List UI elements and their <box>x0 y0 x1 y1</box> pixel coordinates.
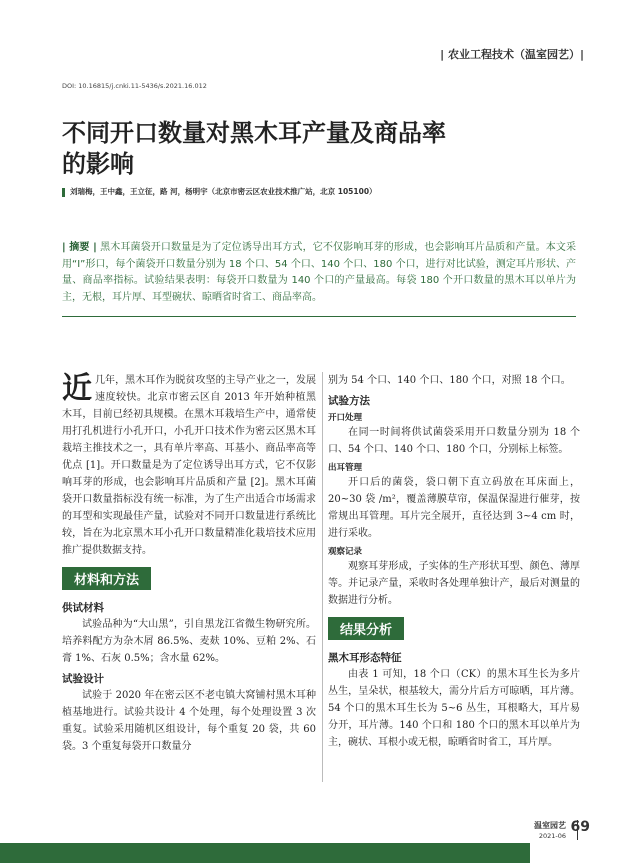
section-results: 结果分析 <box>328 617 404 640</box>
design-paragraph: 试验于 2020 年在密云区不老屯镇大窝铺村黑木耳种植基地进行。试验共设计 4 个处理，每个处理设置 3 次重复。试验采用随机区组设计，每个重复 20 袋，共 60 袋。3 个重复每袋开口数量分 <box>62 690 316 752</box>
manage-paragraph: 开口后的菌袋，袋口朝下直立码放在耳床面上，20~30 袋 /m²，覆盖薄膜草帘，保温保湿进行催芽，按常规出耳管理。耳片完全展开，直径达到 3~4 cm 时，进行采收。 <box>328 477 580 539</box>
abstract-label: | 摘要 | <box>62 242 97 253</box>
footer-band <box>0 843 530 863</box>
minor-record: 观察记录 <box>328 547 363 557</box>
journal-section-tag: | 农业工程技术（温室园艺）| <box>440 48 584 61</box>
title-line-1: 不同开口数量对黑木耳产量及商品率 <box>62 119 446 147</box>
subhead-shape: 黑木耳形态特征 <box>328 652 402 664</box>
page-number: 69 <box>570 819 590 835</box>
left-column <box>62 372 316 755</box>
authors-text: 刘瑞梅，王中鑫，王立征，路 河，杨明宇（北京市密云区农业技术推广站，北京 105100） <box>70 187 377 196</box>
record-paragraph: 观察耳芽形成，子实体的生产形状耳型、颜色、薄厚等。并记录产量，采收时各处理单独计产，最后对测量的数据进行分析。 <box>328 561 580 606</box>
right-column <box>328 372 580 751</box>
footer-date: 2021-06 <box>538 832 566 840</box>
doi: DOI: 10.16815/j.cnki.11-5436/s.2021.16.012 <box>62 82 207 90</box>
abstract <box>62 240 576 306</box>
abstract-divider <box>62 316 576 317</box>
section-materials: 材料和方法 <box>62 567 151 590</box>
intro-text: 几年，黑木耳作为脱贫攻坚的主导产业之一，发展速度较快。北京市密云区自 2013 年开始种植黑木耳，目前已经初具规模。在黑木耳栽培生产中，通常使用打孔机进行小孔开口，小孔开口技术作为密云区黑木耳栽培主推技术之一，具有单片率高、耳基小、商品率高等优点 [1]。开口数量是为了定位诱导出耳方式，它不仅影响耳芽的形成，也会影响耳片品质和产量 [2]。黑木耳菌袋开口数量指标没有统一标准，为了生产出适合市场需求的耳型和实现最佳产量，试验对不同开口数量进行系统比较，旨在为北京黑木耳小孔开口数量精准化栽培技术应用推广提供数据支持。 <box>62 375 316 556</box>
author-bar-decoration <box>62 188 65 197</box>
subhead-material: 供试材料 <box>62 602 104 614</box>
title-line-2: 的影响 <box>62 150 134 178</box>
minor-manage: 出耳管理 <box>328 463 363 473</box>
material-paragraph: 试验品种为“大山黑”，引自黑龙江省微生物研究所。培养料配方为杂木屑 86.5%、麦麸 10%、豆粕 2%、石膏 1%、石灰 0.5%；含水量 62%。 <box>62 619 316 664</box>
footer-journal: 温室园艺 <box>534 821 566 830</box>
design-paragraph-continued: 别为 54 个口、140 个口、180 个口，对照 18 个口。 <box>328 375 571 386</box>
dropcap: 近 <box>62 371 92 406</box>
subhead-design: 试验设计 <box>62 673 104 685</box>
intro-paragraph <box>62 372 316 559</box>
column-divider <box>322 372 323 782</box>
article-title <box>62 118 562 180</box>
authors <box>62 186 582 197</box>
open-paragraph: 在同一时间将供试菌袋采用开口数量分别为 18 个口、54 个口、140 个口、180 个口，分别标上标签。 <box>328 427 580 455</box>
minor-open: 开口处理 <box>328 413 363 423</box>
subhead-method: 试验方法 <box>328 395 370 407</box>
shape-paragraph: 由表 1 可知，18 个口（CK）的黑木耳生长为多片丛生，呈朵状，根基较大，需分片后方可晾晒，耳片薄。54 个口的黑木耳生长为 5~6 丛生，耳根略大，耳片易分开，耳片薄。140 个口和 180 个口的黑木耳以单片为主，碗状、耳根小或无根，晾晒省时省工，耳片厚。 <box>328 669 580 748</box>
abstract-text: 黑木耳菌袋开口数量是为了定位诱导出耳方式，它不仅影响耳芽的形成，也会影响耳片品质和产量。本文采用“I”形口，每个菌袋开口数量分别为 18 个口、54 个口、140 个口、180 个口，进行对比试验，测定耳片形状、产量、商品率指标。试验结果表明：每袋开口数量为 140 个口的产量最高。每袋 180 个开口数量的黑木耳以单片为主，无根，耳片厚、耳型碗状、晾晒省时省工、商品率高。 <box>62 242 576 303</box>
